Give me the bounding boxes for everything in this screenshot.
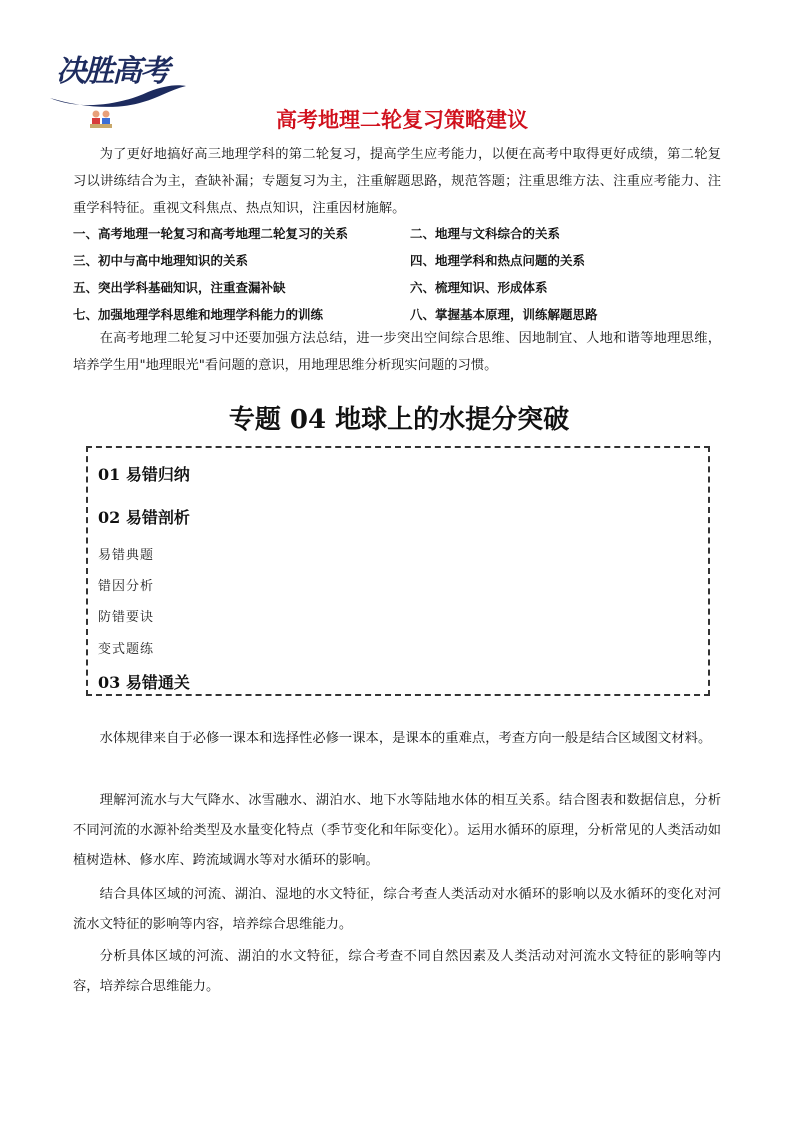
toc-subitem-typical-questions[interactable]: 易错典题 [98, 548, 155, 563]
toc-subitem-error-causes[interactable]: 错因分析 [98, 579, 155, 594]
relation-item: 五、突出学科基础知识，注重查漏补缺 [73, 279, 286, 295]
page-title: 高考地理二轮复习策略建议 [276, 108, 528, 132]
toc-item-mistake-analysis[interactable]: 02 易错剖析 [98, 508, 190, 527]
relations-list [73, 219, 723, 327]
body-paragraph: 水体规律来自于必修一课本和选择性必修一课本，是课本的重难点，考查方向一般是结合区域图文材料。 [99, 731, 712, 746]
relation-item: 四、地理学科和热点问题的关系 [410, 252, 586, 268]
relation-item: 八、掌握基本原理，训练解题思路 [410, 306, 598, 322]
body-paragraph: 理解河流水与大气降水、冰雪融水、湖泊水、地下水等陆地水体的相互关系。结合图表和数据信息，分析不同河流的水源补给类型及水量变化特点（季节变化和年际变化）。运用水循环的原理，分析常见的人类活动如植树造林、修水库、跨流域调水等对水循环的影响。 [73, 793, 721, 868]
relation-item: 六、梳理知识、形成体系 [410, 279, 548, 295]
relations-row [73, 300, 723, 327]
toc-item-clearance[interactable]: 03 易错通关 [98, 673, 190, 692]
body-paragraph: 结合具体区域的河流、湖泊、湿地的水文特征，综合考查人类活动对水循环的影响以及水循环的变化对河流水文特征的影响等内容，培养综合思维能力。 [73, 887, 721, 932]
relation-item: 三、初中与高中地理知识的关系 [73, 252, 249, 268]
relations-row [73, 246, 723, 273]
relation-item: 一、高考地理一轮复习和高考地理二轮复习的关系 [73, 225, 349, 241]
method-paragraph: 在高考地理二轮复习中还要加强方法总结，进一步突出空间综合思维、因地制宜、人地和谐等地理思维，培养学生用"地理眼光"看问题的意识，用地理思维分析现实问题的习惯。 [73, 331, 721, 373]
toc-item-common-mistakes[interactable]: 01 易错归纳 [98, 465, 190, 484]
relation-item: 七、加强地理学科思维和地理学科能力的训练 [73, 306, 324, 322]
toc-subitem-variant-practice[interactable]: 变式题练 [98, 642, 155, 657]
logo-text: 决胜高考 [56, 54, 168, 89]
relation-item: 二、地理与文科综合的关系 [410, 225, 561, 241]
subject-title: 专题 04 地球上的水提分突破 [228, 405, 570, 435]
relations-row [73, 273, 723, 300]
intro-paragraph: 为了更好地搞好高三地理学科的第二轮复习，提高学生应考能力，以便在高考中取得更好成绩，第二轮复习以讲练结合为主，查缺补漏；专题复习为主，注重解题思路，规范答题；注重思维方法、注重应考能力、注重学科特征。重视文科焦点、热点知识，注重因材施解。 [73, 147, 721, 216]
body-paragraph: 分析具体区域的河流、湖泊的水文特征，综合考查不同自然因素及人类活动对河流水文特征的影响等内容，培养综合思维能力。 [73, 949, 721, 994]
table-of-contents [86, 446, 710, 696]
relations-row [73, 219, 723, 246]
toc-subitem-prevention-tips[interactable]: 防错要诀 [98, 610, 155, 625]
